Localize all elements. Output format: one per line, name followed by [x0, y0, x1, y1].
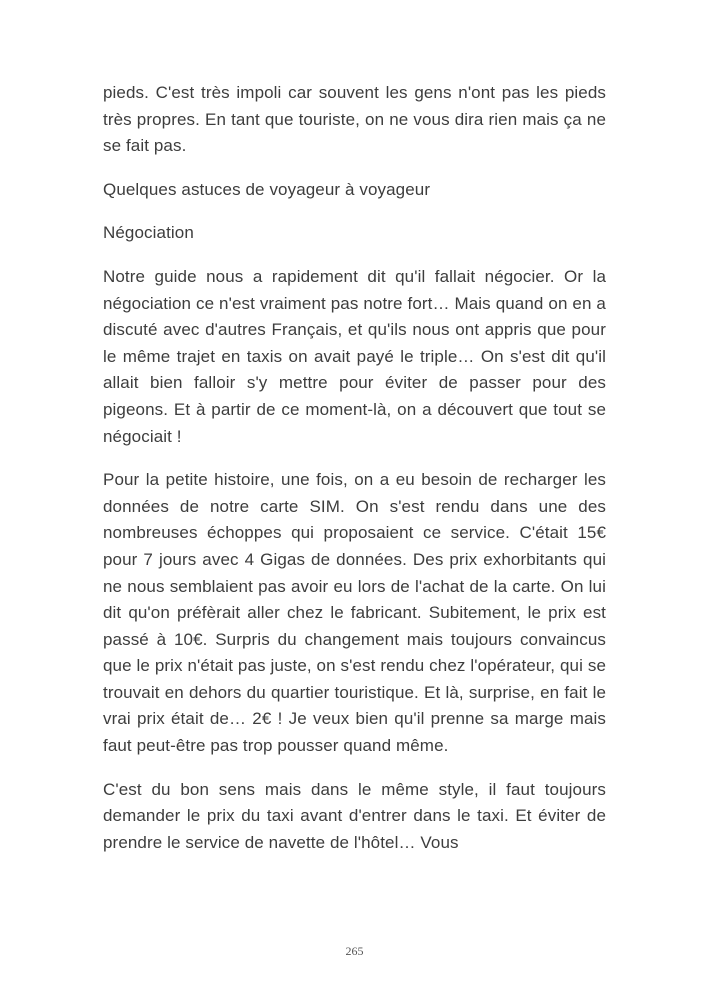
subsection-heading: Négociation [103, 223, 194, 243]
paragraph: C'est du bon sens mais dans le même style, il faut toujours demander le prix du taxi avant d'entrer dans le taxi. Et éviter de prendre le service de navette de l'hôtel… Vous [103, 779, 606, 852]
section-heading: Quelques astuces de voyageur à voyageur [103, 179, 431, 199]
paragraph: pieds. C'est très impoli car souvent les gens n'ont pas les pieds très propres. En tant que touriste, on ne vous dira rien mais ça ne se fait pas. [103, 83, 606, 156]
paragraph: Pour la petite histoire, une fois, on a eu besoin de recharger les données de notre carte SIM. On s'est rendu dans une des nombreuses échoppes qui proposaient ce service. C'était 15€ pour 7 jours avec 4 Gigas de données. Des prix exhorbitants qui ne nous semblaient pas avoir eu lors de l'achat de la carte. On lui dit qu'on préfèrait aller chez le fabricant. Subitement, le prix est passé à 10€. Surpris du changement mais toujours convaincus que le prix n'était pas juste, on s'est rendu chez l'opérateur, qui se trouvait en dehors du quartier touristique. Et là, surprise, en fait le vrai prix était de… 2€ ! Je veux bien qu'il prenne sa marge mais faut peut-être pas trop pousser quand même. [103, 470, 606, 756]
page-content [103, 80, 606, 873]
page-number: 265 [345, 944, 364, 958]
paragraph: Notre guide nous a rapidement dit qu'il fallait négocier. Or la négociation ce n'est vraiment pas notre fort… Mais quand on en a discuté avec d'autres Français, et qu'ils nous ont appris que pour le même trajet en taxis on avait payé le triple… On s'est dit qu'il allait bien falloir s'y mettre pour éviter de passer pour des pigeons. Et à partir de ce moment-là, on a découvert que tout se négociait ! [103, 266, 606, 446]
